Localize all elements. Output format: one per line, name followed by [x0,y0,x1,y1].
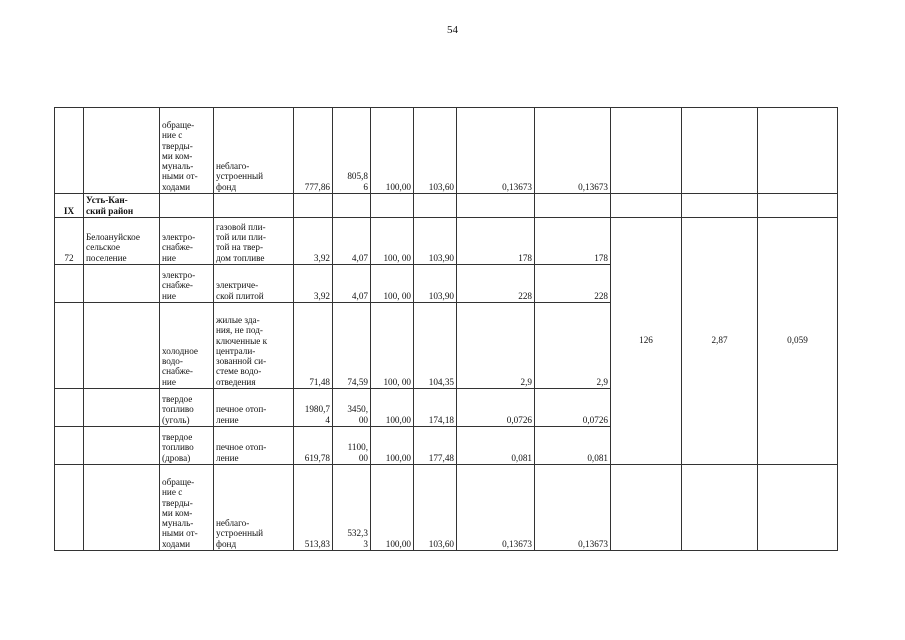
settlement-cell [84,465,160,551]
value-cell: 100, 00 [371,218,414,265]
value-cell: 0,13673 [457,108,535,194]
merged-value-cell: 2,87 [682,218,758,465]
row-number [55,303,84,389]
empty-cell [758,108,838,194]
row-number [55,427,84,465]
empty-cell [611,465,682,551]
value-cell: 0,0726 [535,389,611,427]
value-cell: 100,00 [371,108,414,194]
empty-cell [758,194,838,218]
value-cell: 177,48 [414,427,457,465]
section-row [55,194,838,218]
row-number [55,265,84,303]
empty-cell [214,194,294,218]
value-cell: 513,83 [294,465,333,551]
value-cell: 2,9 [457,303,535,389]
value-cell: 104,35 [414,303,457,389]
table-row [55,465,838,551]
value-cell: 3,92 [294,265,333,303]
empty-cell [758,465,838,551]
service-cell: твердое топливо (уголь) [160,389,214,427]
housing-type-cell: жилые зда- ния, не под- ключенные к централи- зованной си- стеме водо- отведения [214,303,294,389]
service-cell: обраще- ние с тверды- ми ком- муналь- ными от- ходами [160,108,214,194]
settlement-cell [84,427,160,465]
value-cell: 174,18 [414,389,457,427]
value-cell: 2,9 [535,303,611,389]
service-cell: обраще- ние с тверды- ми ком- муналь- ными от- ходами [160,465,214,551]
value-cell: 103,60 [414,108,457,194]
settlement-cell [84,265,160,303]
value-cell: 4,07 [333,265,371,303]
value-cell: 1100, 00 [333,427,371,465]
value-cell: 71,48 [294,303,333,389]
tariff-table [54,107,838,551]
value-cell: 178 [535,218,611,265]
value-cell: 1980,7 4 [294,389,333,427]
empty-cell [611,194,682,218]
empty-cell [414,194,457,218]
value-cell: 3,92 [294,218,333,265]
section-number: IX [55,194,84,218]
empty-cell [294,194,333,218]
empty-cell [535,194,611,218]
value-cell: 103,90 [414,265,457,303]
service-cell: твердое топливо (дрова) [160,427,214,465]
settlement-cell: Белоануйское сельское поселение [84,218,160,265]
row-number [55,108,84,194]
value-cell: 0,13673 [535,465,611,551]
value-cell: 0,081 [457,427,535,465]
row-number [55,465,84,551]
value-cell: 100,00 [371,465,414,551]
settlement-cell [84,303,160,389]
empty-cell [682,108,758,194]
row-number: 72 [55,218,84,265]
page-number: 54 [447,24,458,36]
empty-cell [371,194,414,218]
row-number [55,389,84,427]
housing-type-cell: неблаго- устроенный фонд [214,108,294,194]
settlement-cell [84,389,160,427]
service-cell: электро- снабже- ние [160,218,214,265]
value-cell: 103,90 [414,218,457,265]
value-cell: 103,60 [414,465,457,551]
service-cell: холодное водо- снабже- ние [160,303,214,389]
value-cell: 74,59 [333,303,371,389]
housing-type-cell: печное отоп- ление [214,427,294,465]
merged-value-cell: 126 [611,218,682,465]
value-cell: 100, 00 [371,303,414,389]
empty-cell [682,194,758,218]
value-cell: 0,13673 [535,108,611,194]
value-cell: 619,78 [294,427,333,465]
value-cell: 228 [457,265,535,303]
section-title: Усть-Кан- ский район [84,194,160,218]
housing-type-cell: электриче- ской плитой [214,265,294,303]
empty-cell [457,194,535,218]
value-cell: 178 [457,218,535,265]
value-cell: 3450, 00 [333,389,371,427]
empty-cell [333,194,371,218]
value-cell: 0,13673 [457,465,535,551]
value-cell: 100,00 [371,389,414,427]
value-cell: 100,00 [371,427,414,465]
housing-type-cell: печное отоп- ление [214,389,294,427]
table-row [55,108,838,194]
value-cell: 777,86 [294,108,333,194]
value-cell: 228 [535,265,611,303]
settlement-cell [84,108,160,194]
housing-type-cell: неблаго- устроенный фонд [214,465,294,551]
empty-cell [611,108,682,194]
value-cell: 0,081 [535,427,611,465]
value-cell: 532,3 3 [333,465,371,551]
value-cell: 0,0726 [457,389,535,427]
service-cell: электро- снабже- ние [160,265,214,303]
merged-value-cell: 0,059 [758,218,838,465]
empty-cell [682,465,758,551]
value-cell: 805,8 6 [333,108,371,194]
housing-type-cell: газовой пли- той или пли- той на твер- дом топливе [214,218,294,265]
empty-cell [160,194,214,218]
value-cell: 100, 00 [371,265,414,303]
value-cell: 4,07 [333,218,371,265]
table-row [55,218,838,265]
